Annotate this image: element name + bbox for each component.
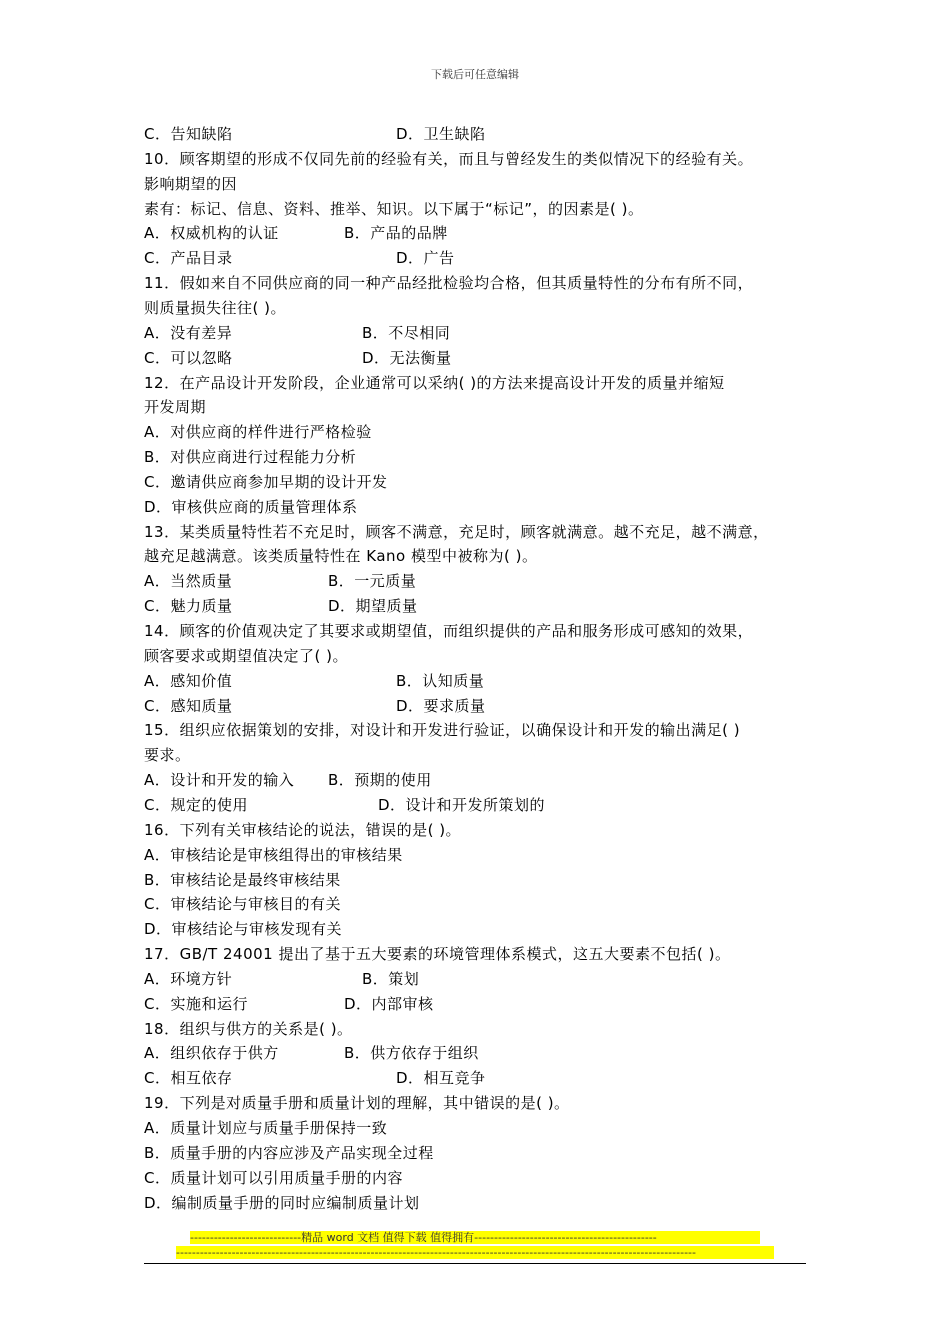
text-line [144,1043,479,1063]
text-line-option: D．相互竞争 [396,1069,486,1088]
text-line-option: D．内部审核 [344,994,434,1013]
text-line-option: B．预期的使用 [328,771,432,790]
text-line [144,298,286,318]
text-line [144,199,644,219]
text-line [144,1193,420,1213]
text-line-main: 19．下列是对质量手册和质量计划的理解，其中错误的是( )。 [144,1094,570,1113]
footer-banner-line-1: ----------------------------精品 word 文档 值得下载 值得拥有---------------------------------------------- [190,1231,760,1244]
text-line-main: 开发周期 [144,398,207,417]
text-line-main: C．实施和运行 [144,994,248,1013]
text-line-option: B．认知质量 [396,671,485,690]
text-line [144,770,432,790]
text-line-main: 影响期望的因 [144,174,238,193]
text-line [144,720,740,740]
footer-rule [144,1263,806,1264]
text-line-main: C．可以忽略 [144,348,233,367]
text-line [144,1143,434,1163]
text-line-main: B．对供应商进行过程能力分析 [144,448,357,467]
text-line-main: 素有：标记、信息、资料、推举、知识。以下属于“标记”，的因素是( )。 [144,199,644,218]
text-line-main: D．审核结论与审核发现有关 [144,920,343,939]
text-line [144,373,725,393]
text-line-main: B．质量手册的内容应涉及产品实现全过程 [144,1143,434,1162]
text-line-main: A．质量计划应与质量手册保持一致 [144,1119,388,1137]
text-line [144,174,237,194]
text-line [144,546,537,566]
text-line-main: A．权威机构的认证 [144,224,279,243]
text-line-main: D．审核供应商的质量管理体系 [144,497,358,516]
text-line-main: A．感知价值 [144,671,233,690]
text-line-main: C．产品目录 [144,249,233,268]
text-line-option: D．广告 [396,249,455,268]
text-line [144,447,356,467]
text-line [144,1019,353,1039]
text-line-main: C．感知质量 [144,696,233,715]
text-line-main: A．环境方针 [144,969,233,988]
text-line-main: A．当然质量 [144,572,233,591]
text-line [144,696,486,716]
text-line-option: B．策划 [362,969,420,988]
text-line-main: C．邀请供应商参加早期的设计开发 [144,472,388,491]
text-line [144,472,387,492]
text-line [144,223,448,243]
text-line-main: 11．假如来自不同供应商的同一种产品经批检验均合格，但其质量特性的分布有所不同， [144,274,754,293]
text-line [144,870,341,890]
text-line-option: B．一元质量 [328,572,417,591]
text-line-option: D．无法衡量 [362,348,452,367]
text-line-main: 14．顾客的价值观决定了其要求或期望值，而组织提供的产品和服务形成可感知的效果， [144,622,754,640]
text-line [144,919,342,939]
text-line [144,646,348,666]
text-line [144,994,434,1014]
text-line [144,795,546,815]
text-line [144,621,753,641]
text-line-option: D．要求质量 [396,696,486,715]
text-line-main: 15．组织应依据策划的安排，对设计和开发进行验证，以确保设计和开发的输出满足( ) [144,721,741,740]
text-line [144,820,461,840]
page-header: 下载后可任意编辑 [431,68,519,81]
text-line-main: A．没有差异 [144,323,233,342]
text-line-main: C．规定的使用 [144,795,248,814]
text-line-main: 则质量损失往往( )。 [144,298,286,317]
text-line [144,422,372,442]
text-line-main: C．相互依存 [144,1069,233,1088]
text-line-main: C．告知缺陷 [144,125,233,143]
text-line [144,671,485,691]
text-line-main: 13．某类质量特性若不充足时，顾客不满意，充足时，顾客就满意。越不充足，越不满意， [144,522,769,541]
text-line-option: B．产品的品牌 [344,224,448,243]
text-line-option: B．不尽相同 [362,323,451,342]
text-line-option: B．供方依存于组织 [344,1044,479,1063]
text-line-main: A．审核结论是审核组得出的审核结果 [144,845,403,864]
text-line [144,1118,387,1138]
text-line-option: D．卫生缺陷 [396,125,486,143]
text-line-main: 10．顾客期望的形成不仅同先前的经验有关，而且与曾经发生的类似情况下的经验有关。 [144,149,754,168]
text-line-main: 17．GB/T 24001 提出了基于五大要素的环境管理体系模式，这五大要素不包括( )。 [144,945,731,964]
text-line [144,845,403,865]
text-line [144,248,455,268]
text-line-main: 越充足越满意。该类质量特性在 Kano 模型中被称为( )。 [144,547,538,566]
footer-banner-line-2: ----------------------------------------------------------------------------------------------------------------------------------- [176,1246,774,1259]
text-line [144,1093,570,1113]
text-line [144,149,753,169]
text-line [144,348,452,368]
text-line [144,397,206,417]
text-line-main: C．质量计划可以引用质量手册的内容 [144,1168,403,1187]
text-line [144,1168,403,1188]
text-line [144,571,417,591]
text-line-main: C．审核结论与审核目的有关 [144,895,341,914]
text-line-option: D．期望质量 [328,597,418,616]
text-line-main: B．审核结论是最终审核结果 [144,870,341,889]
text-line-main: A．组织依存于供方 [144,1044,279,1063]
text-line-main: C．魅力质量 [144,597,233,616]
text-line-main: 12．在产品设计开发阶段，企业通常可以采纳( )的方法来提高设计开发的质量并缩短 [144,373,725,392]
text-line-main: A．设计和开发的输入 [144,771,295,790]
text-line [144,944,730,964]
text-line [144,969,420,989]
text-line-main: 顾客要求或期望值决定了( )。 [144,646,348,665]
text-line [144,1068,486,1088]
text-line [144,522,769,542]
text-line [144,745,191,765]
text-line-main: A．对供应商的样件进行严格检验 [144,423,372,442]
text-line-main: D．编制质量手册的同时应编制质量计划 [144,1193,420,1212]
text-line [144,124,486,144]
text-line-main: 18．组织与供方的关系是( )。 [144,1019,353,1038]
text-line [144,323,451,343]
text-line [144,497,358,517]
text-line-main: 要求。 [144,746,191,765]
text-line [144,273,753,293]
text-line-main: 16．下列有关审核结论的说法，错误的是( )。 [144,820,462,839]
text-line [144,894,341,914]
text-line-option: D．设计和开发所策划的 [378,795,546,814]
text-line [144,596,418,616]
